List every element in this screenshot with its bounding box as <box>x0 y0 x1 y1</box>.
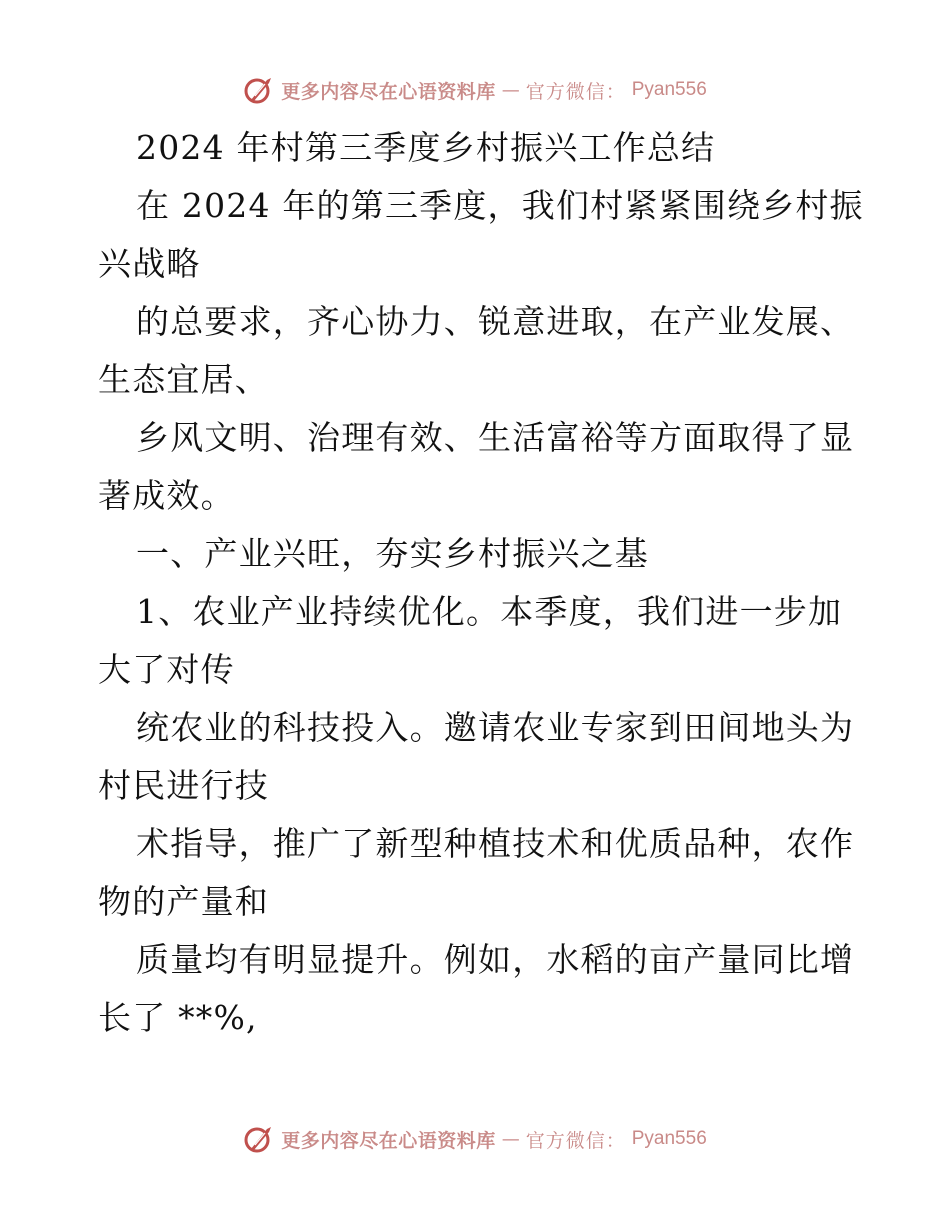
paragraph-line: 长了 **%, <box>98 998 258 1037</box>
paragraph-line: 著成效。 <box>98 476 235 515</box>
watermark-label: 官方微信： <box>525 80 626 103</box>
watermark-text: 更多内容尽在心语资料库 <box>281 1129 496 1152</box>
paragraph-line: 质量均有明显提升。例如，水稻的亩产量同比增 <box>136 940 855 979</box>
paragraph-line: 物的产量和 <box>98 882 269 921</box>
watermark-text: 更多内容尽在心语资料库 <box>281 80 496 103</box>
paragraph-line: 乡风文明、治理有效、生活富裕等方面取得了显 <box>136 418 855 457</box>
paragraph-line: 兴战略 <box>98 244 201 283</box>
paragraph-line: 统农业的科技投入。邀请农业专家到田间地头为 <box>136 708 855 747</box>
paragraph-line: 的总要求，齐心协力、锐意进取，在产业发展、 <box>136 302 855 341</box>
header-watermark <box>0 70 950 110</box>
watermark-label: 官方微信： <box>525 1129 626 1152</box>
document-title: 2024 年村第三季度乡村振兴工作总结 <box>136 128 716 167</box>
quill-pen-logo-icon <box>243 74 275 106</box>
paragraph-line: 生态宜居、 <box>98 360 269 399</box>
watermark-separator: — <box>501 1128 520 1150</box>
paragraph-line: 大了对传 <box>98 650 235 689</box>
footer-watermark <box>0 1119 950 1159</box>
watermark-separator: — <box>501 79 520 101</box>
section-heading: 一、产业兴旺，夯实乡村振兴之基 <box>136 534 649 573</box>
paragraph-line: 在 2024 年的第三季度，我们村紧紧围绕乡村振 <box>136 186 864 225</box>
paragraph-line: 1、农业产业持续优化。本季度，我们进一步加 <box>136 592 843 631</box>
watermark-wechat-id: Pyan556 <box>631 1128 707 1149</box>
watermark-wechat-id: Pyan556 <box>631 79 707 100</box>
paragraph-line: 村民进行技 <box>98 766 269 805</box>
quill-pen-logo-icon <box>243 1123 275 1155</box>
paragraph-line: 术指导，推广了新型种植技术和优质品种，农作 <box>136 824 855 863</box>
